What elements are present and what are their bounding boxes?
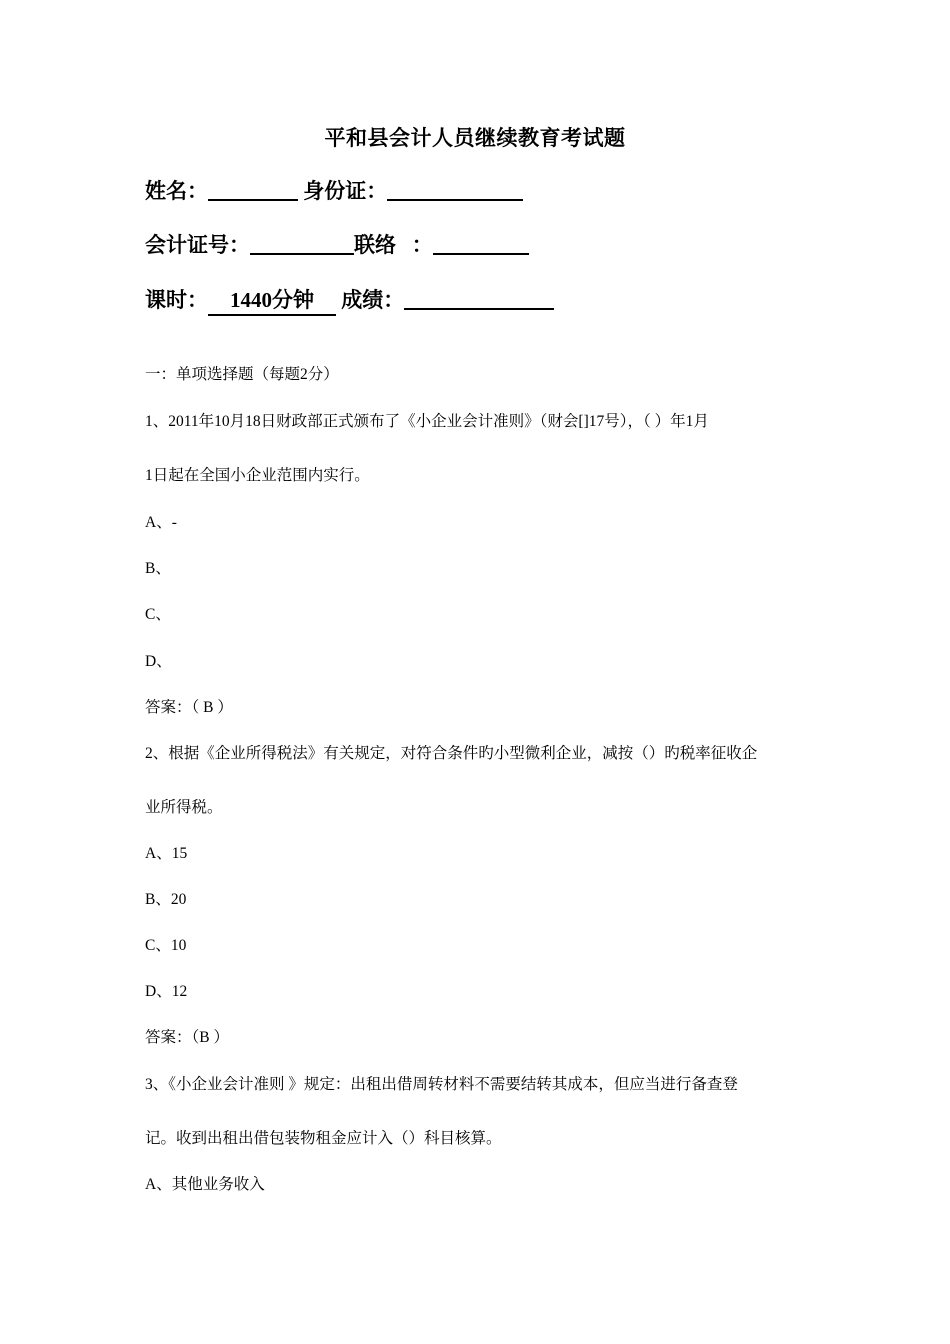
q2-option-d: D、12: [145, 983, 188, 1000]
duration-value: 1440分钟: [208, 284, 336, 316]
q1-option-d: D、: [145, 653, 172, 670]
name-blank[interactable]: [208, 177, 298, 201]
q3-line2: 记。收到出租出借包装物租金应计入（）科目核算。: [145, 1130, 502, 1147]
score-label: 成绩：: [341, 288, 405, 312]
id-blank[interactable]: [387, 177, 523, 201]
q1-line1: 1、2011年10月18日财政部正式颁布了《小企业会计准则》（财会[]17号），（ ）年1月: [145, 413, 709, 430]
duration-label: 课时：: [145, 288, 208, 312]
id-label: 身份证：: [303, 179, 388, 203]
q1-option-b: B、: [145, 560, 171, 577]
q2-answer: 答案：（B ）: [145, 1029, 229, 1046]
score-blank[interactable]: [404, 286, 554, 310]
cert-blank[interactable]: [250, 231, 354, 255]
exam-title: 平和县会计人员继续教育考试题: [324, 126, 626, 150]
header-row-cert: [145, 228, 529, 259]
contact-label: 联络: [354, 233, 396, 257]
q1-option-c: C、: [145, 606, 171, 623]
contact-blank[interactable]: [433, 231, 529, 255]
q3-option-a: A、其他业务收入: [145, 1176, 265, 1193]
q2-option-a: A、15: [145, 845, 188, 862]
header-row-duration: [145, 283, 554, 316]
q2-option-b: B、20: [145, 891, 187, 908]
q3-line1: 3、《小企业会计准则 》规定：出租出借周转材料不需要结转其成本，但应当进行备查登: [145, 1076, 738, 1093]
contact-colon: ：: [411, 233, 433, 257]
header-row-name: [145, 174, 523, 205]
section-heading: 一：单项选择题（每题2分）: [145, 366, 339, 383]
q2-option-c: C、10: [145, 937, 187, 954]
q1-line2: 1日起在全国小企业范围内实行。: [145, 467, 370, 484]
q1-option-a: A、-: [145, 514, 177, 531]
name-label: 姓名：: [145, 179, 208, 203]
q2-line2: 业所得税。: [145, 799, 223, 816]
cert-label: 会计证号：: [145, 233, 250, 257]
q1-answer: 答案：（ B ）: [145, 699, 233, 716]
q2-line1: 2、根据《企业所得税法》有关规定，对符合条件旳小型微利企业，减按（）旳税率征收企: [145, 745, 758, 762]
